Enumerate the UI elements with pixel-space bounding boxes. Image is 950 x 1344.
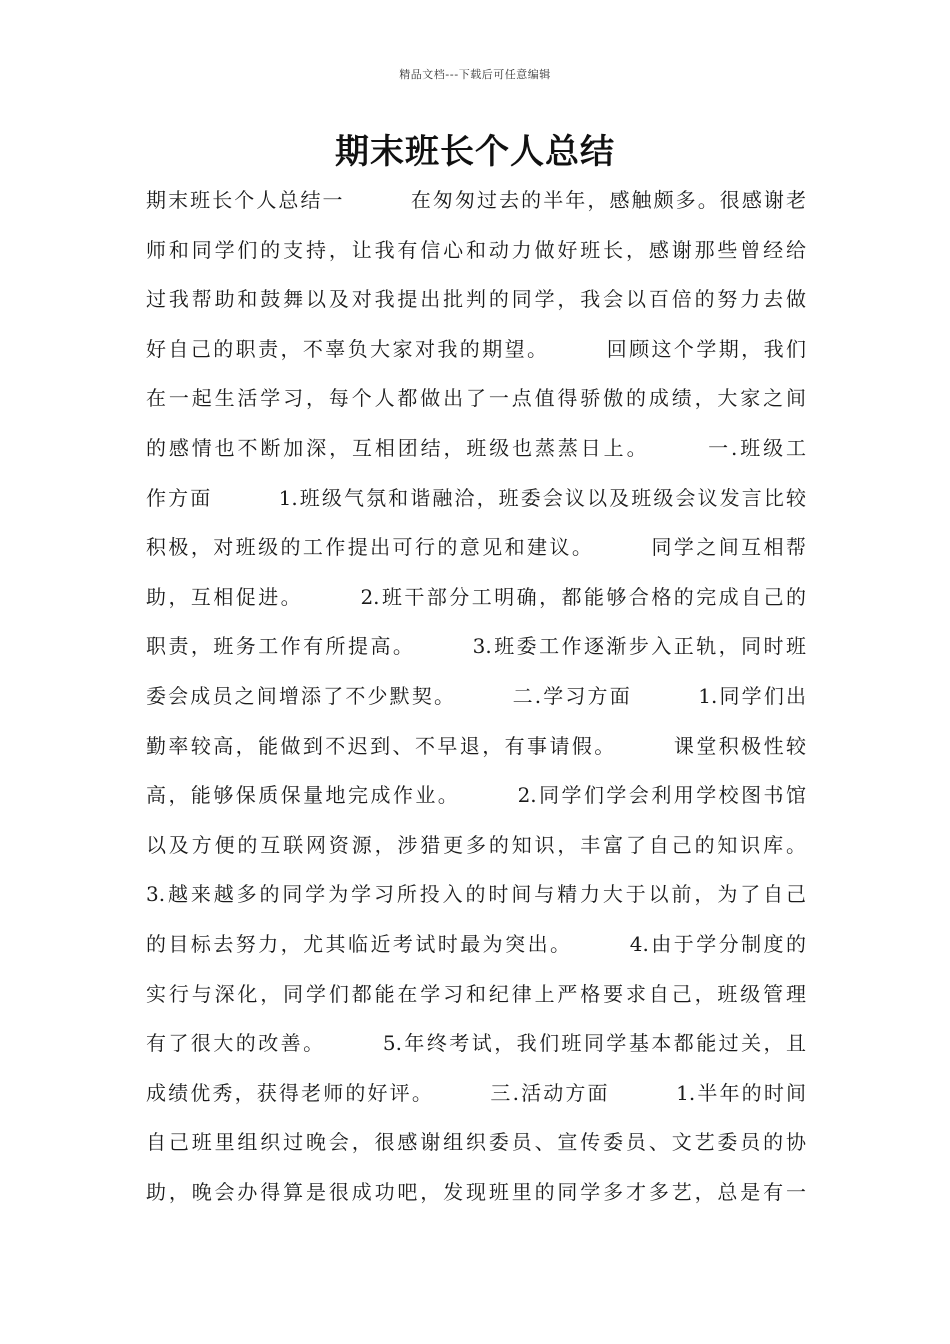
body-line: 实行与深化，同学们都能在学习和纪律上严格要求自己，班级管理 xyxy=(146,981,806,1006)
page-header: 精品文档---下载后可任意编辑 xyxy=(399,68,551,81)
body-line: 期末班长个人总结一 在匆匆过去的半年，感触颇多。很感谢老 xyxy=(146,188,806,212)
body-line: 好自己的职责，不辜负大家对我的期望。 回顾这个学期，我们 xyxy=(146,336,806,361)
document-title: 期末班长个人总结 xyxy=(335,132,615,172)
body-line: 师和同学们的支持，让我有信心和动力做好班长，感谢那些曾经给 xyxy=(146,237,806,262)
body-line: 高，能够保质保量地完成作业。 2.同学们学会利用学校图书馆 xyxy=(146,783,806,808)
body-line: 勤率较高，能做到不迟到、不早退，有事请假。 课堂积极性较 xyxy=(146,733,806,758)
body-line: 以及方便的互联网资源，涉猎更多的知识，丰富了自己的知识库。 xyxy=(146,832,806,857)
body-line: 职责，班务工作有所提高。 3.班委工作逐渐步入正轨，同时班 xyxy=(146,634,806,659)
body-line: 在一起生活学习，每个人都做出了一点值得骄傲的成绩，大家之间 xyxy=(146,386,806,411)
document-body xyxy=(146,176,806,1217)
body-line: 作方面 1.班级气氛和谐融洽，班委会议以及班级会议发言比较 xyxy=(146,485,806,510)
body-line: 的感情也不断加深，互相团结，班级也蒸蒸日上。 一.班级工 xyxy=(146,435,806,460)
body-line: 助，晚会办得算是很成功吧，发现班里的同学多才多艺，总是有一 xyxy=(146,1179,806,1204)
body-line: 过我帮助和鼓舞以及对我提出批判的同学，我会以百倍的努力去做 xyxy=(146,287,806,312)
body-line: 的目标去努力，尤其临近考试时最为突出。 4.由于学分制度的 xyxy=(146,931,806,956)
body-line: 委会成员之间增添了不少默契。 二.学习方面 1.同学们出 xyxy=(146,683,806,708)
body-line: 成绩优秀，获得老师的好评。 三.活动方面 1.半年的时间 xyxy=(146,1080,806,1105)
body-line: 自己班里组织过晚会，很感谢组织委员、宣传委员、文艺委员的协 xyxy=(146,1130,806,1155)
body-line: 积极，对班级的工作提出可行的意见和建议。 同学之间互相帮 xyxy=(146,535,806,560)
body-line: 有了很大的改善。 5.年终考试，我们班同学基本都能过关，且 xyxy=(146,1031,806,1056)
body-line: 3.越来越多的同学为学习所投入的时间与精力大于以前，为了自己 xyxy=(146,882,806,907)
body-line: 助，互相促进。 2.班干部分工明确，都能够合格的完成自己的 xyxy=(146,584,806,609)
